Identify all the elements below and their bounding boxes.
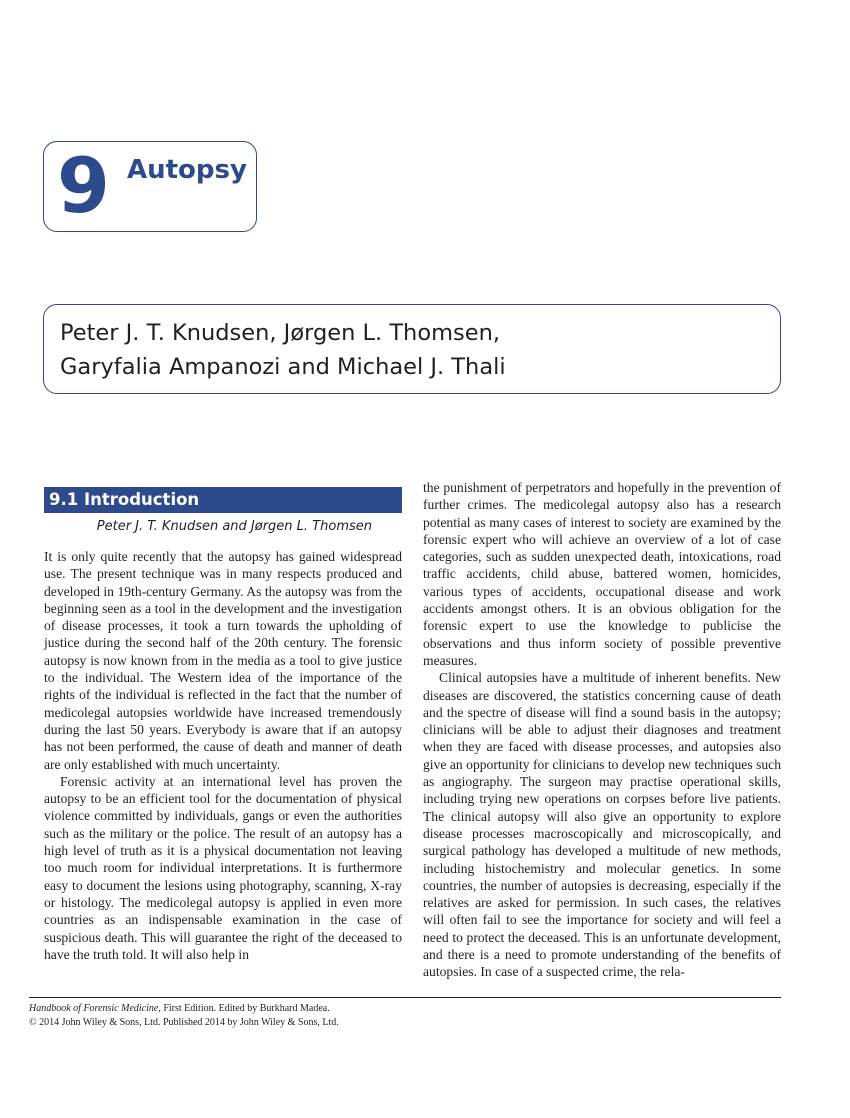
paragraph: Clinical autopsies have a multitude of inherent benefits. New diseases are discovered, the statistics concerning cause of death and the spectre of disease will find a sound basis in the autopsy; clinicians will be able to adjust their diagnoses and treatment when they are faced with disease processes, and autopsies also give an opportunity for clinicians to develop new techniques such as angiography. The surgeon may practise operational skills, including trying new operations on corpses before live patients. The clinical autopsy will also give an opportunity to explore disease processes macroscopically and microscopically, and surgical pathology has developed a multitude of new methods, including histochemistry and molecular genetics. In some countries, the number of autopsies is decreasing, especially if the relatives are asked for permission. In such cases, the relatives will often fail to see the importance for society and will feel a need to protect the deceased. This is an unfortunate development, and there is a need to promote understanding of the benefits of autopsies. In case of a suspected crime, the rela- [423, 670, 781, 980]
paragraph: It is only quite recently that the autopsy has gained widespread use. The present technique was in many respects produced and developed in 19th-century Germany. As the autopsy was from the beginning seen as a tool in the development and the investigation of disease processes, it took a turn towards the upholding of justice during the second half of the 20th century. The forensic autopsy is now known from in the media as a tool to give justice to the individual. The Western idea of the importance of the rights of the individual is reflected in the fact that the number of medicolegal autopsies worldwide have increased tremendously during the last 50 years. Everybody is aware that if an autopsy has not been performed, the cause of death and manner of death are only established with much uncertainty. [44, 549, 402, 772]
section-authors: Peter J. T. Knudsen and Jørgen L. Thomsen [96, 519, 372, 534]
right-column [423, 479, 781, 981]
footer [29, 1002, 781, 1030]
footer-citation [29, 1002, 781, 1016]
authors-line-1: Peter J. T. Knudsen, Jørgen L. Thomsen, [60, 320, 500, 346]
paragraph: Forensic activity at an international level has proven the autopsy to be an efficient tool for the documentation of physical violence committed by individuals, gangs or even the authorities such as the military or the police. The result of an autopsy has a high level of truth as it is a physical documentation not leaving too much room for individual interpretations. It is furthermore easy to document the lesions using photography, scanning, X-ray or histology. The medicolegal autopsy is applied in even more countries as an indispensable examination in the case of suspicious death. This will guarantee the right of the deceased to have the truth told. It will also help in [44, 773, 402, 962]
footer-divider [29, 997, 781, 998]
chapter-header-box [43, 141, 257, 232]
section-heading: 9.1 Introduction [44, 487, 402, 513]
paragraph: the punishment of perpetrators and hopefully in the prevention of further crimes. The medicolegal autopsy also has a research potential as many cases of interest to society are examined by the forensic expert who will achieve an overview of a lot of case categories, such as sudden unexpected death, intoxications, road traffic accidents, child abuse, battered women, homicides, various types of accidents, occupational disease and work accidents amongst others. It is an obvious obligation for the forensic expert to use the knowledge to publicise the observations and thus inform society of possible preventive measures. [423, 480, 781, 668]
book-title: Handbook of Forensic Medicine [29, 1003, 159, 1014]
chapter-authors [60, 316, 760, 384]
chapter-title: Autopsy [127, 155, 247, 185]
left-column [44, 487, 402, 963]
book-edition: , First Edition. Edited by Burkhard Madea. [158, 1003, 330, 1014]
authors-line-2: Garyfalia Ampanozi and Michael J. Thali [60, 354, 506, 380]
chapter-number: 9 [57, 141, 108, 230]
footer-copyright: © 2014 John Wiley & Sons, Ltd. Published 2014 by John Wiley & Sons, Ltd. [29, 1017, 339, 1028]
chapter-authors-box [43, 304, 781, 394]
